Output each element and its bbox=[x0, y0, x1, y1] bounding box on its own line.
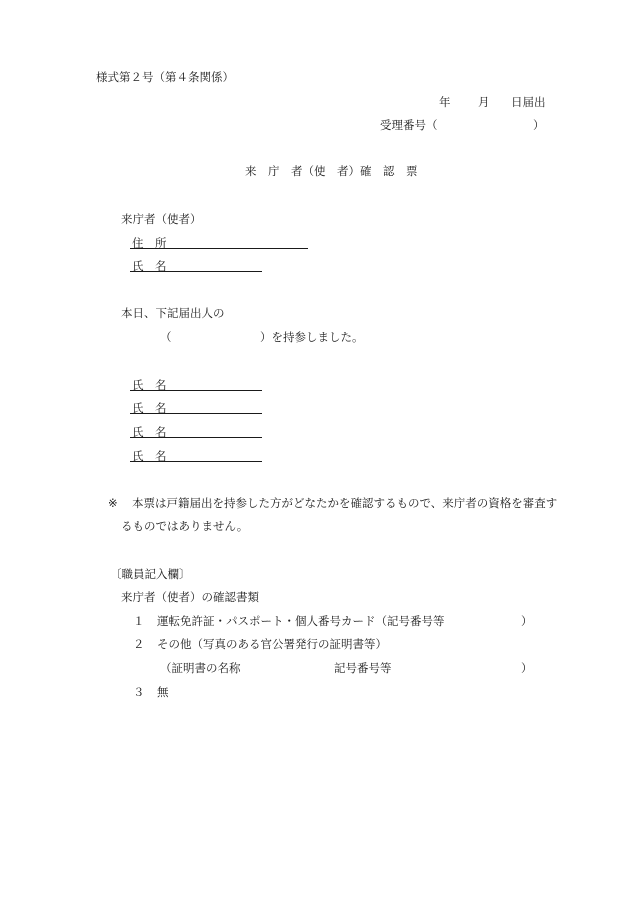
note-line-1: 本票は戸籍届出を持参した方がどなたかを確認するもので、来庁者の資格を審査す bbox=[132, 496, 558, 510]
cert-name-label: （証明書の名称 bbox=[160, 661, 241, 675]
page-title: 来 庁 者（使 者）確 認 票 bbox=[245, 164, 418, 178]
statement-close-text: ）を持参しました。 bbox=[260, 330, 364, 344]
doc-item-number: ２ bbox=[133, 637, 145, 651]
date-month: 月 bbox=[478, 95, 490, 109]
date-year: 年 bbox=[439, 95, 451, 109]
visitor-heading: 来庁者（使者） bbox=[121, 212, 202, 226]
doc-item-text: 無 bbox=[157, 685, 169, 699]
receipt-number-label: 受理番号（ bbox=[380, 118, 438, 132]
cert-close: ） bbox=[521, 661, 533, 675]
note-line-2: るものではありません。 bbox=[121, 519, 249, 533]
visitor-name-label: 氏 名 bbox=[132, 259, 167, 273]
visitor-address-line bbox=[130, 248, 308, 249]
doc-item-close: ） bbox=[521, 614, 533, 628]
date-day-submitted: 日届出 bbox=[511, 95, 546, 109]
notifier-name-line bbox=[130, 437, 262, 438]
notifier-name-line bbox=[130, 413, 262, 414]
note-mark: ※ bbox=[108, 496, 118, 510]
staff-section-subheading: 来庁者（使者）の確認書類 bbox=[121, 590, 259, 604]
visitor-name-line bbox=[130, 271, 262, 272]
notifier-name-line bbox=[130, 461, 262, 462]
notifier-name-line bbox=[130, 390, 262, 391]
doc-item-text: 運転免許証・パスポート・個人番号カード（記号番号等 bbox=[157, 614, 445, 628]
doc-item-number: １ bbox=[133, 614, 145, 628]
statement-open-paren: （ bbox=[160, 330, 172, 344]
notifier-name-label: 氏 名 bbox=[132, 425, 167, 439]
notifier-name-label: 氏 名 bbox=[132, 378, 167, 392]
visitor-address-label: 住 所 bbox=[132, 236, 167, 250]
staff-section-heading: 〔職員記入欄〕 bbox=[110, 567, 191, 581]
form-number: 様式第２号（第４条関係） bbox=[96, 70, 234, 84]
notifier-name-label: 氏 名 bbox=[132, 449, 167, 463]
cert-code-label: 記号番号等 bbox=[334, 661, 392, 675]
statement-line: 本日、下記届出人の bbox=[121, 306, 225, 320]
notifier-name-label: 氏 名 bbox=[132, 401, 167, 415]
receipt-number-close: ） bbox=[533, 118, 545, 132]
doc-item-number: ３ bbox=[133, 685, 145, 699]
doc-item-text: その他（写真のある官公署発行の証明書等） bbox=[157, 637, 387, 651]
